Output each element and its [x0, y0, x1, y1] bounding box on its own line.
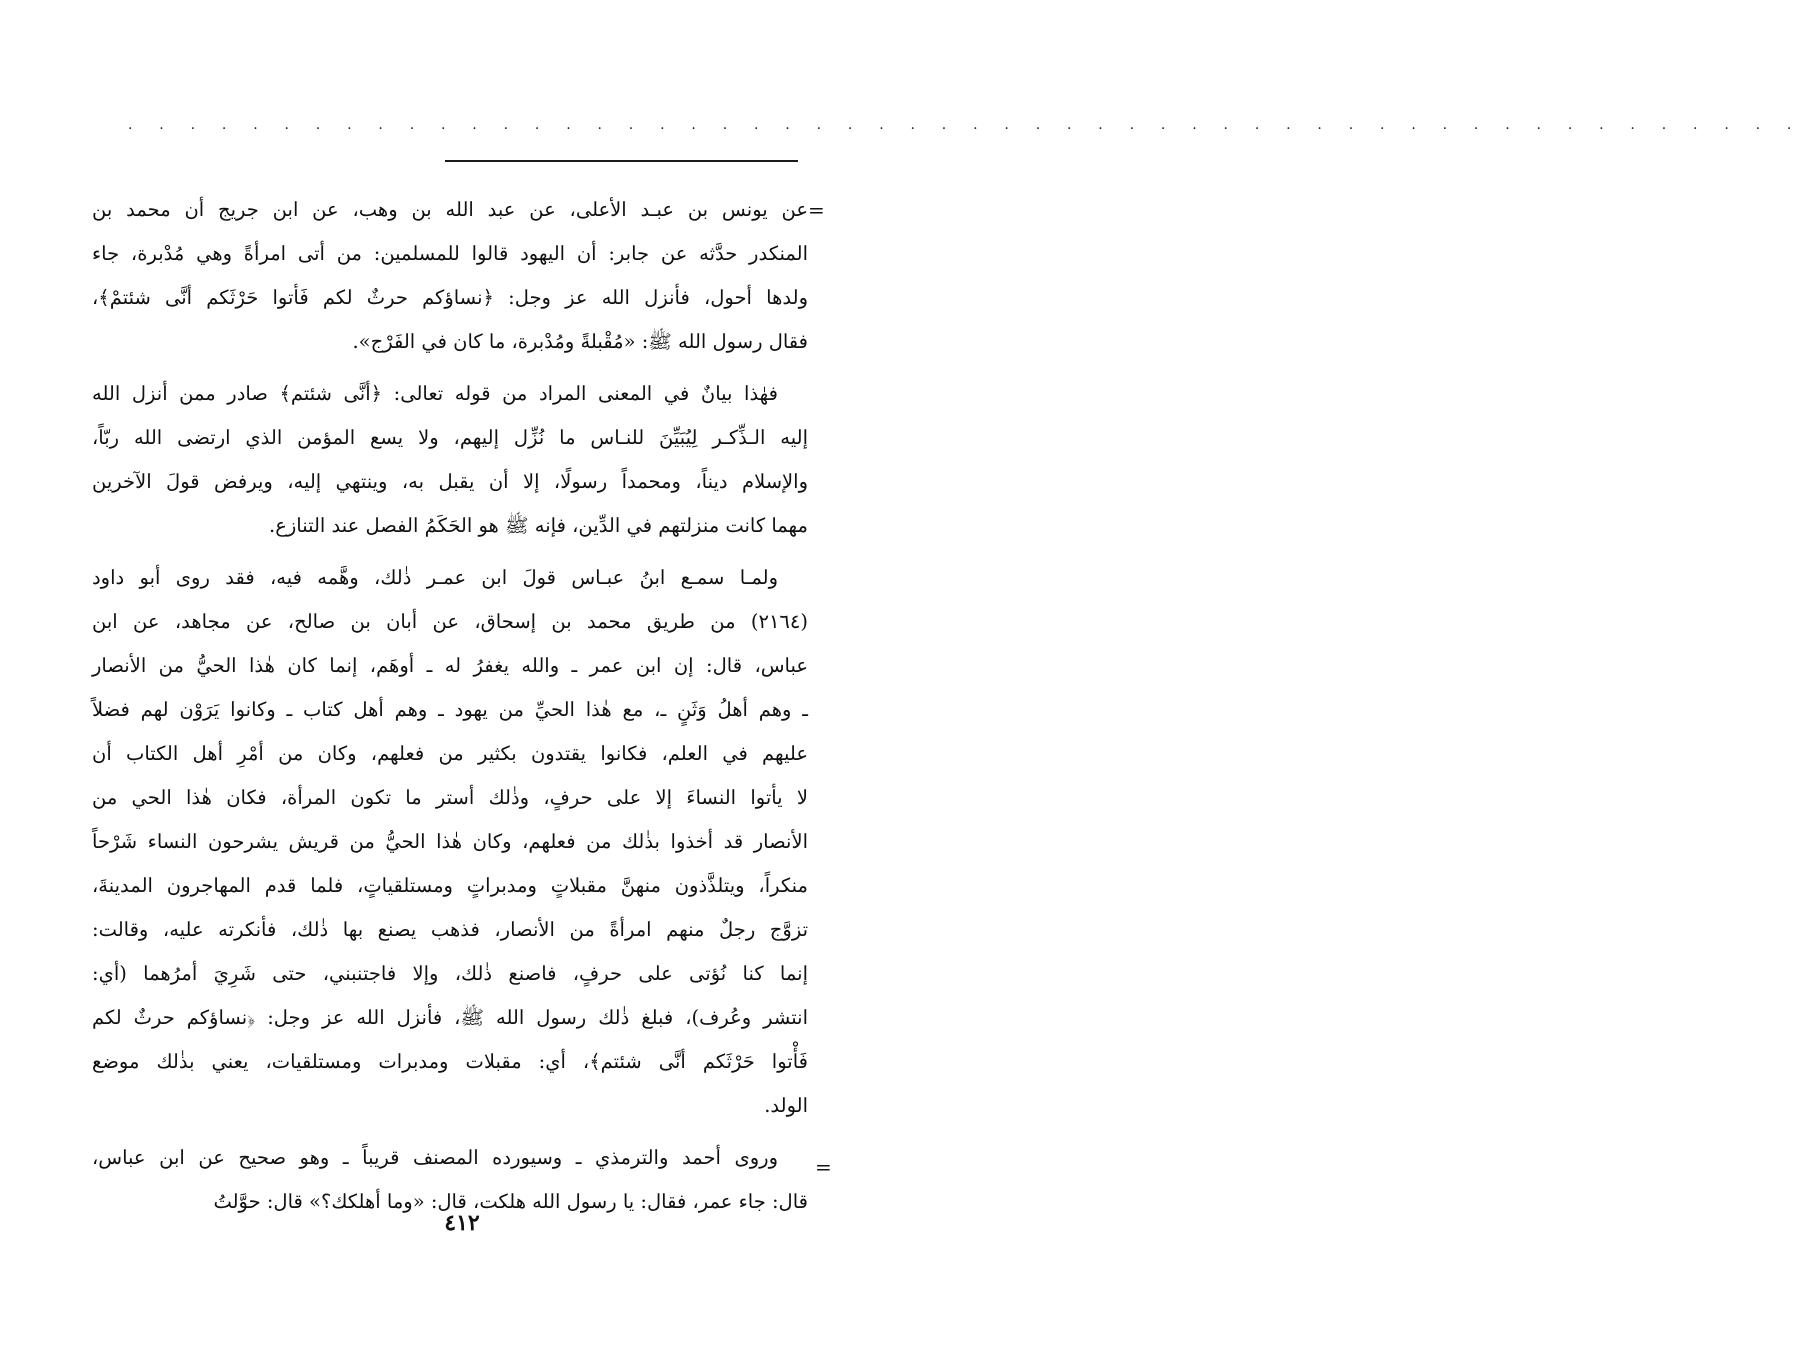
paragraph-gap [92, 548, 808, 556]
footnote-text [92, 188, 808, 1224]
text-line: المنكدر حدَّثه عن جابر: أن اليهود قالوا للمسلمين: من أتى امرأةً وهي مُدْبرة، جاء [92, 242, 808, 265]
text-line: ـ وهم أهلُ وَثَنٍ ـ، مع هٰذا الحيِّ من يهود ـ وهم أهل كتاب ـ وكانوا يَرَوْن لهم فضلاً [92, 698, 808, 721]
text-line: ولمـا سمـع ابنُ عبـاس قولَ ابن عمـر ذٰلك، وهَّمه فيه، فقد روى أبو داود [92, 566, 778, 589]
paragraph-gap [92, 364, 808, 372]
dotted-separator: . . . . . . . . . . . . . . . . . . . . . . . . . . . . . . . . . . . . . . . . . . . . . . . . . . . . . . [128, 117, 1803, 133]
text-line: إنما كنا نُؤتى على حرفٍ، فاصنع ذٰلك، وإلا فاجتنبني، حتى شَرِيَ أمرُهما (أي: [92, 962, 808, 985]
paragraph-gap [92, 1128, 808, 1136]
continuation-marker-start: = [808, 198, 825, 222]
text-line: فهٰذا بيانٌ في المعنى المراد من قوله تعالى: ﴿أنَّى شئتم﴾ صادر ممن أنزل الله [92, 382, 778, 405]
footnote-paragraph [92, 556, 808, 1128]
text-line: فَأْتوا حَرْثَكم أنَّى شئتم﴾، أي: مقبلات ومدبرات ومستلقيات، يعني بذٰلك موضع [92, 1050, 808, 1073]
text-line: عليهم في العلم، فكانوا يقتدون بكثير من فعلهم، وكان من أمْرِ أهل الكتاب أن [92, 742, 808, 765]
text-line: لا يأتوا النساءَ إلا على حرفٍ، وذٰلك أستر ما تكون المرأة، فكان هٰذا الحي من [92, 786, 808, 809]
text-line: إليه الـذِّكـر لِيُبَيِّنَ للنـاس ما نُزِّل إليهم، ولا يسع المؤمن الذي ارتضى الله ربّاً، [92, 426, 808, 449]
text-line: مهما كانت منزلتهم في الدِّين، فإنه ﷺ هو الحَكَمُ الفصل عند التنازع. [269, 514, 808, 537]
text-line: الولد. [764, 1094, 808, 1117]
text-line: قال: جاء عمر، فقال: يا رسول الله هلكت، قال: «وما أهلكك؟» قال: حوَّلتُ [213, 1190, 808, 1213]
text-line: الأنصار قد أخذوا بذٰلك من فعلهم، وكان هٰذا الحيُّ من قريش يشرحون النساء شَرْحاً [92, 830, 808, 853]
text-line: والإسلام ديناً، ومحمداً رسولًا، إلا أن يقبل به، وينتهي إليه، ويرفض قولَ الآخرين [92, 470, 808, 493]
text-line: تزوَّج رجلٌ منهم امرأةً من الأنصار، فذهب يصنع بها ذٰلك، فأنكرته عليه، وقالت: [92, 918, 808, 941]
text-line: وروى أحمد والترمذي ـ وسيورده المصنف قريباً ـ وهو صحيح عن ابن عباس، [92, 1146, 778, 1169]
text-line: منكراً، ويتلذَّذون منهنَّ مقبلاتٍ ومدبراتٍ ومستلقياتٍ، فلما قدم المهاجرون المدينةَ، [92, 874, 808, 897]
text-line: فقال رسول الله ﷺ: «مُقْبلةً ومُدْبرة، ما كان في الفَرْج». [352, 330, 808, 353]
text-line: عباس، قال: إن ابن عمر ـ والله يغفرُ له ـ أوهَم، إنما كان هٰذا الحيُّ من الأنصار [92, 654, 808, 677]
footnote-rule [445, 160, 798, 162]
text-line: (٢١٦٤) من طريق محمد بن إسحاق، عن أبان بن صالح، عن مجاهد، عن ابن [92, 610, 808, 633]
page-number: ٤١٢ [444, 1210, 480, 1236]
continuation-marker-end: = [815, 1155, 832, 1179]
footnote-paragraph [92, 188, 808, 364]
text-line: ولدها أحول، فأنزل الله عز وجل: ﴿نساؤكم حرثٌ لكم فَأتوا حَرْثَكم أنَّى شئتمْ﴾، [92, 286, 808, 309]
text-line: انتشر وعُرف)، فبلغ ذٰلك رسول الله ﷺ، فأنزل الله عز وجل: ﴿نساؤكم حرثٌ لكم [92, 1006, 808, 1029]
text-line: عن يونس بن عبـد الأعلى، عن عبد الله بن وهب، عن ابن جريج أن محمد بن [92, 198, 808, 221]
footnote-paragraph [92, 372, 808, 548]
